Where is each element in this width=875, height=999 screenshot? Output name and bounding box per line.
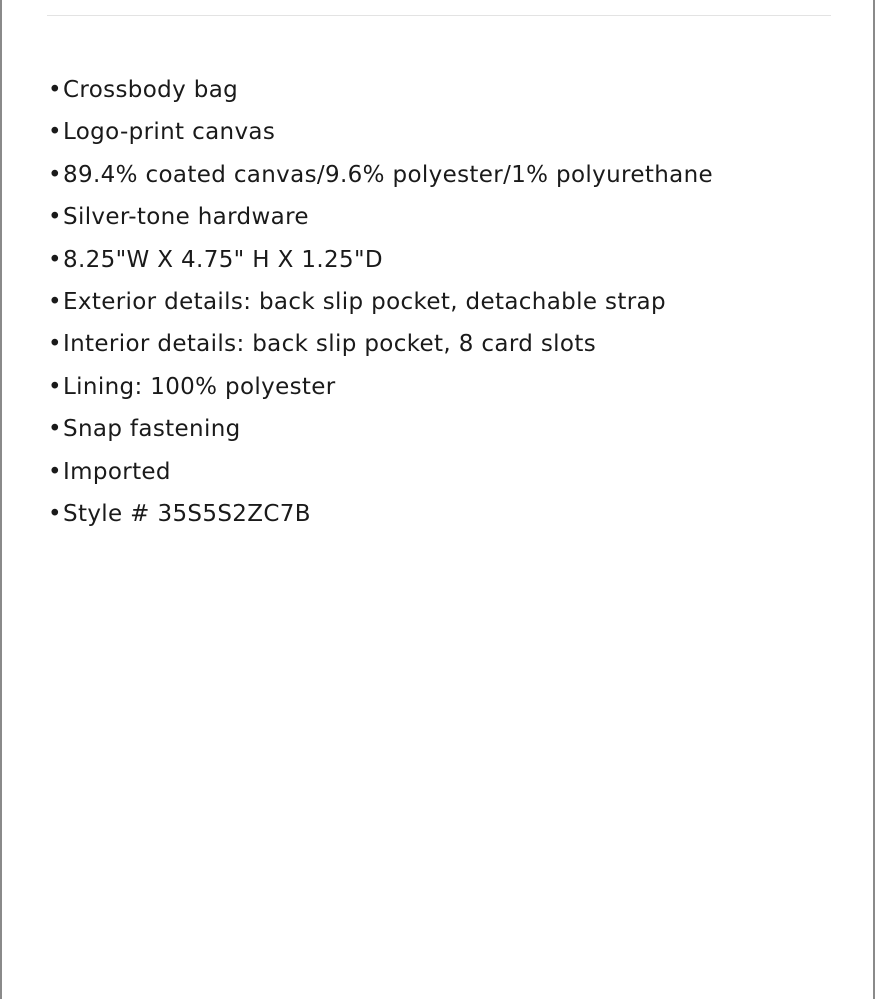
detail-item (48, 493, 838, 535)
detail-item (48, 196, 838, 238)
detail-item (48, 239, 838, 281)
bullet-icon: • (48, 500, 62, 527)
detail-text: Lining: 100% polyester (63, 373, 336, 400)
bullet-icon: • (48, 204, 62, 231)
product-details-list (48, 69, 838, 535)
section-divider (47, 15, 831, 16)
detail-item (48, 69, 838, 111)
detail-text: Logo-print canvas (63, 119, 276, 146)
detail-item (48, 281, 838, 323)
detail-item (48, 408, 838, 450)
detail-item (48, 154, 838, 196)
bullet-icon: • (48, 288, 62, 315)
bullet-icon: • (48, 161, 62, 188)
detail-text: Imported (63, 458, 171, 485)
detail-text: Silver-tone hardware (63, 204, 309, 231)
bullet-icon: • (48, 373, 62, 400)
detail-text: Exterior details: back slip pocket, detachable strap (63, 288, 666, 315)
bullet-icon: • (48, 458, 62, 485)
detail-text: Snap fastening (63, 416, 241, 443)
detail-item (48, 111, 838, 153)
detail-text: Crossbody bag (63, 77, 239, 103)
bullet-icon: • (48, 119, 62, 146)
bullet-icon: • (48, 416, 62, 443)
bullet-icon: • (48, 246, 62, 273)
detail-item (48, 323, 838, 365)
style-number-text: Style # 35S5S2ZC7B (63, 500, 311, 527)
detail-text: 89.4% coated canvas/9.6% polyester/1% polyurethane (63, 161, 714, 188)
bullet-icon: • (48, 77, 62, 103)
bullet-icon: • (48, 331, 62, 358)
detail-text: 8.25"W X 4.75" H X 1.25"D (63, 246, 383, 273)
detail-item (48, 451, 838, 493)
detail-item (48, 366, 838, 408)
detail-text: Interior details: back slip pocket, 8 card slots (63, 331, 597, 358)
